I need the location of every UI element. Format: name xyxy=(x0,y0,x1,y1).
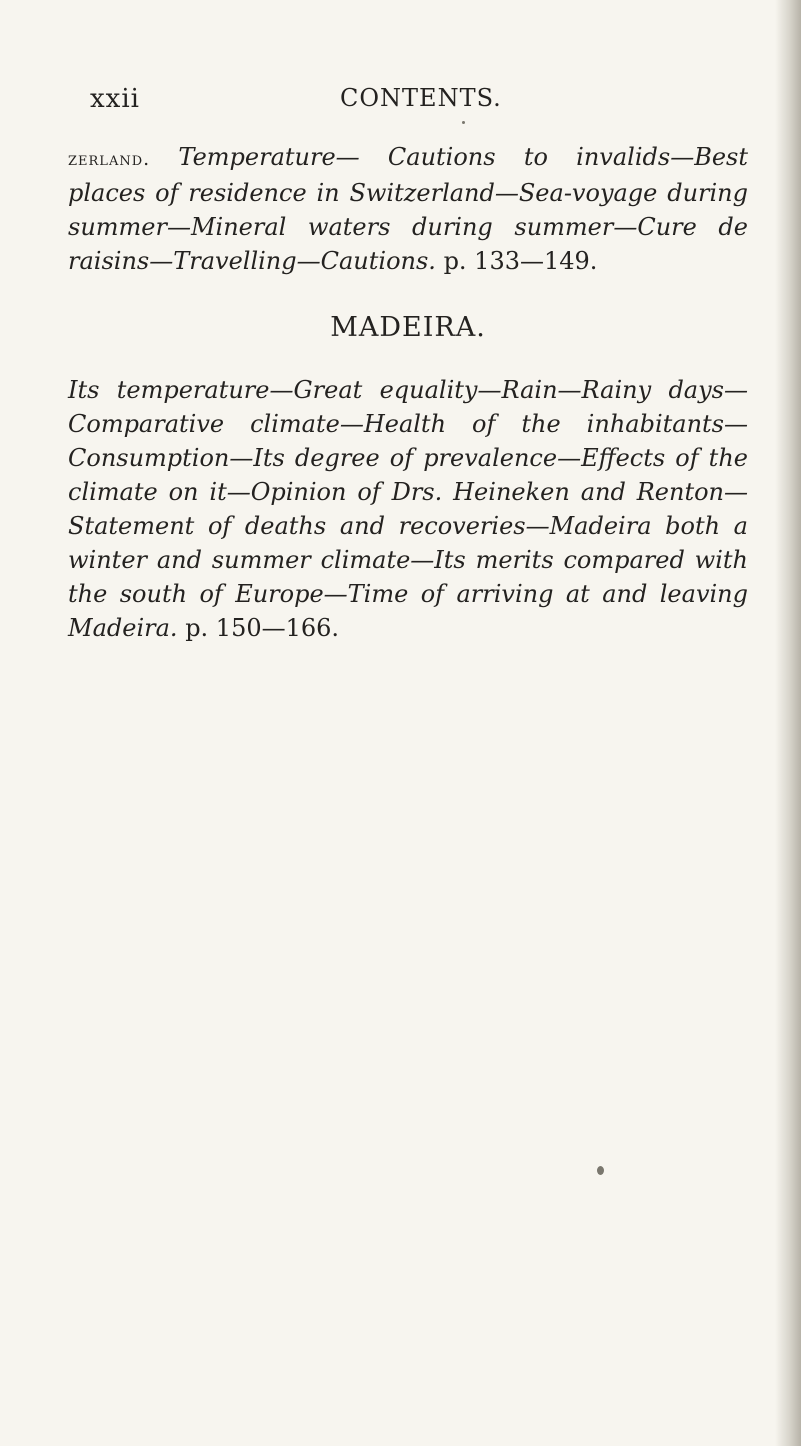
madeira-entry xyxy=(68,373,748,645)
entry-topics: Its temperature—Great equality—Rain—Rainy days—Comparative climate—Health of the inhabitants—Consumption—Its degree of prevalence—Effects of the climate on it—Opinion of Drs. Heineken and Renton—Statement of deaths and recoveries—Madeira both a winter and summer climate—Its merits compared with the south of Europe—Time of arriving at and leaving Madeira. xyxy=(68,376,748,642)
page-edge-shadow xyxy=(775,0,801,1446)
entry-lead-word: zerland. xyxy=(68,148,151,170)
paper-speck xyxy=(597,1166,604,1175)
page-number: xxii xyxy=(90,84,140,114)
page-header xyxy=(0,84,801,124)
contents-body xyxy=(68,140,748,645)
entry-page-range: p. 133—149. xyxy=(443,247,598,275)
paper-speck xyxy=(462,121,465,124)
entry-topics: Temperature— Cautions to invalids—Best places of residence in Switzerland—Sea-voyage during summer—Mineral waters during summer—Cure de raisins—Travelling—Cautions. xyxy=(68,143,748,275)
switzerland-entry xyxy=(68,140,748,278)
running-head: CONTENTS. xyxy=(340,84,502,112)
section-title-madeira: MADEIRA. xyxy=(330,312,486,343)
entry-page-range: p. 150—166. xyxy=(185,614,340,642)
